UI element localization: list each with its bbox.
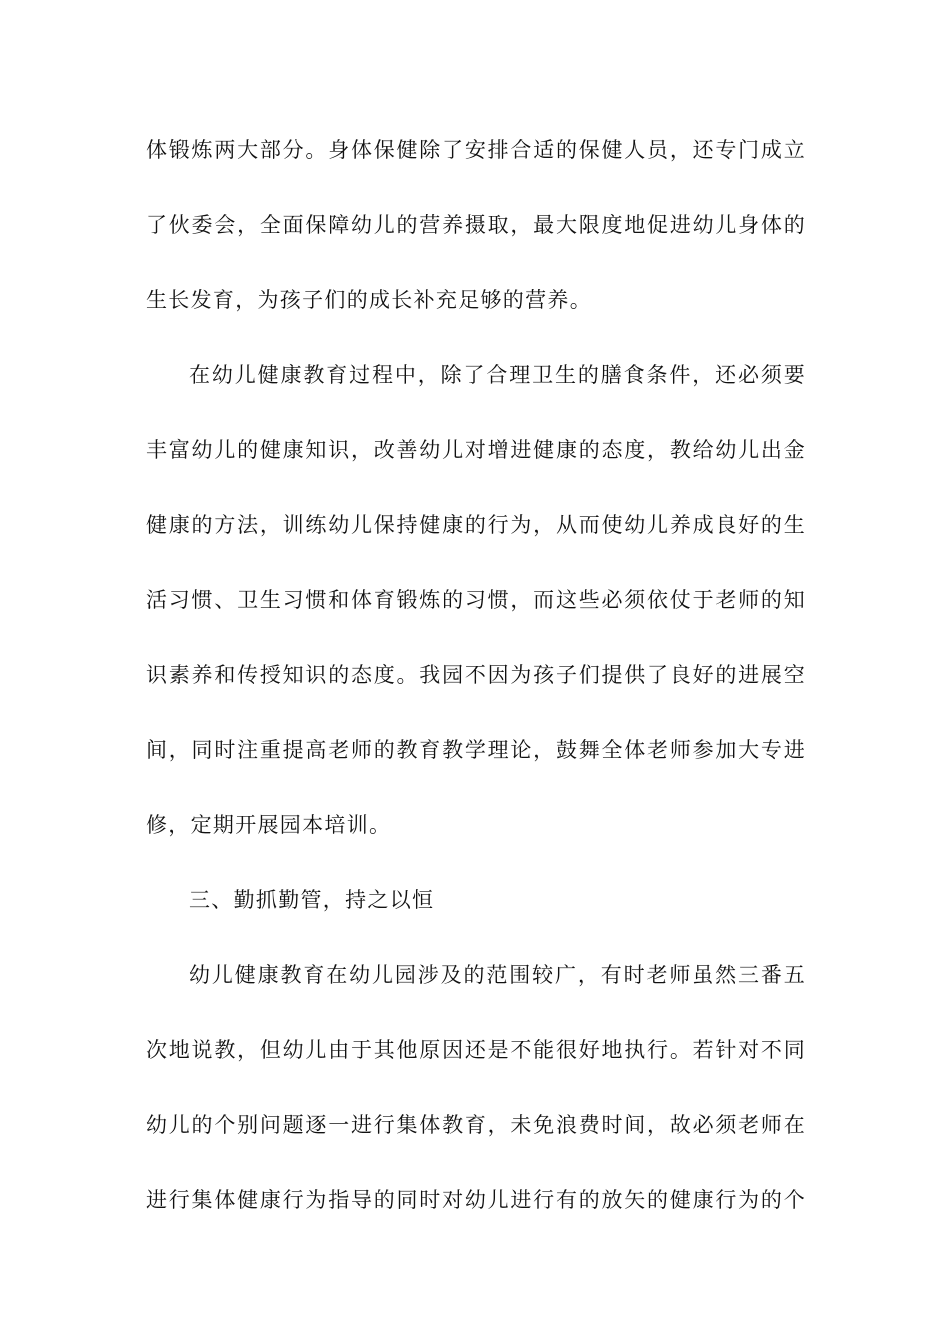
text-line: 幼儿的个别问题逐一进行集体教育，未免浪费时间，故必须老师在: [146, 1113, 806, 1137]
section-heading: 三、勤抓勤管，持之以恒: [189, 888, 435, 912]
text-line: 健康的方法，训练幼儿保持健康的行为，从而使幼儿养成良好的生: [146, 513, 806, 537]
text-line: 识素养和传授知识的态度。我园不因为孩子们提供了良好的进展空: [146, 663, 806, 687]
paragraph-first-line: 在幼儿健康教育过程中，除了合理卫生的膳食条件，还必须要: [189, 363, 806, 387]
text-line: 间，同时注重提高老师的教育教学理论，鼓舞全体老师参加大专进: [146, 738, 806, 762]
text-line: 了伙委会，全面保障幼儿的营养摄取，最大限度地促进幼儿身体的: [146, 213, 806, 237]
paragraph-first-line: 幼儿健康教育在幼儿园涉及的范围较广，有时老师虽然三番五: [189, 963, 806, 987]
text-line: 丰富幼儿的健康知识，改善幼儿对增进健康的态度，教给幼儿出金: [146, 438, 806, 462]
text-line: 活习惯、卫生习惯和体育锻炼的习惯，而这些必须依仗于老师的知: [146, 588, 806, 612]
text-line: 修，定期开展园本培训。: [146, 813, 392, 837]
text-line: 生长发育，为孩子们的成长补充足够的营养。: [146, 288, 592, 312]
text-line: 次地说教，但幼儿由于其他原因还是不能很好地执行。若针对不同: [146, 1038, 806, 1062]
text-line: 体锻炼两大部分。身体保健除了安排合适的保健人员，还专门成立: [146, 138, 806, 162]
text-line: 进行集体健康行为指导的同时对幼儿进行有的放矢的健康行为的个: [146, 1188, 806, 1212]
